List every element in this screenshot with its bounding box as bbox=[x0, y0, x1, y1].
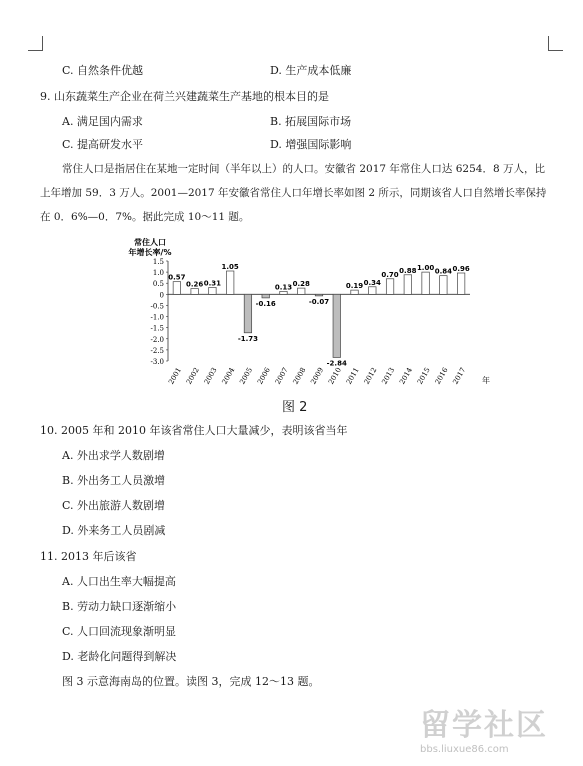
bar-2003 bbox=[209, 287, 216, 294]
q10-option-c: C. 外出旅游人数剧增 bbox=[62, 499, 166, 512]
q9-option-a: A. 满足国内需求 bbox=[62, 115, 143, 128]
y-tick-label: 1.5 bbox=[152, 258, 164, 266]
crop-mark-top-left bbox=[28, 36, 43, 51]
q10-option-a: A. 外出求学人数剧增 bbox=[62, 449, 165, 462]
bar-2010 bbox=[333, 294, 340, 357]
watermark-text: 留学社区 bbox=[420, 708, 548, 743]
q8-option-c: C. 自然条件优越 bbox=[62, 64, 144, 77]
population-growth-chart bbox=[110, 233, 500, 393]
y-axis-label-line-1: 常住人口 bbox=[134, 238, 166, 247]
y-tick-label: -2.0 bbox=[150, 335, 164, 344]
q9-option-d: D. 增强国际影响 bbox=[270, 138, 352, 151]
figure-3-intro: 图 3 示意海南岛的位置。读图 3，完成 12～13 题。 bbox=[62, 675, 320, 688]
bar-value-label: 0.31 bbox=[203, 279, 222, 288]
intro-line-1: 常住人口是指居住在某地一定时间（半年以上）的人口。安徽省 2017 年常住人口达 6254．8 万人，比 bbox=[62, 163, 545, 175]
y-tick-label: -0.5 bbox=[150, 302, 164, 311]
q10-option-d: D. 外来务工人员剧减 bbox=[62, 524, 166, 537]
bar-2013 bbox=[386, 279, 393, 295]
q9-stem: 9. 山东蔬菜生产企业在荷兰兴建蔬菜生产基地的根本目的是 bbox=[40, 90, 329, 103]
q11-stem: 11. 2013 年后该省 bbox=[40, 550, 137, 563]
bar-2016 bbox=[440, 276, 447, 295]
bar-value-label: 0.96 bbox=[452, 265, 470, 273]
bar-value-label: -0.07 bbox=[308, 297, 330, 306]
bar-value-label: 0.84 bbox=[434, 267, 452, 276]
x-tick-label: 2008 bbox=[291, 366, 308, 386]
bar-value-label: 0.70 bbox=[381, 270, 399, 279]
y-tick-label: 0.5 bbox=[152, 280, 164, 289]
x-tick-label: 2005 bbox=[238, 366, 255, 386]
x-tick-label: 2009 bbox=[309, 366, 326, 386]
watermark-url: bbs.liuxue86.com bbox=[420, 744, 509, 755]
bar-2001 bbox=[173, 282, 180, 295]
bar-2004 bbox=[226, 271, 233, 294]
bar-2014 bbox=[404, 275, 411, 295]
bar-2006 bbox=[262, 294, 269, 298]
y-tick-label: -1.0 bbox=[150, 313, 164, 322]
y-axis-label-line-2: 年增长率/% bbox=[128, 248, 172, 257]
q11-option-a: A. 人口出生率大幅提高 bbox=[62, 575, 176, 588]
y-tick-label: 0 bbox=[159, 291, 164, 300]
bar-value-label: 1.00 bbox=[416, 264, 435, 273]
q8-option-d: D. 生产成本低廉 bbox=[270, 64, 352, 77]
bar-2002 bbox=[191, 289, 198, 295]
x-tick-label: 2001 bbox=[167, 366, 184, 386]
x-tick-label: 2004 bbox=[220, 366, 237, 386]
bar-value-label: 0.19 bbox=[345, 282, 364, 291]
bar-2008 bbox=[298, 288, 305, 294]
intro-line-2: 上年增加 59．3 万人。2001—2017 年安徽省常住人口年增长率如图 2 所示，同期该省人口自然增长率保持 bbox=[40, 187, 547, 199]
q9-option-b: B. 拓展国际市场 bbox=[270, 115, 352, 128]
bar-value-label: 0.28 bbox=[292, 280, 310, 289]
x-tick-label: 2010 bbox=[327, 366, 343, 386]
x-tick-label: 2014 bbox=[398, 366, 415, 386]
crop-mark-top-right bbox=[548, 36, 563, 51]
x-tick-label: 2013 bbox=[380, 366, 397, 386]
bar-value-label: 0.26 bbox=[186, 280, 204, 289]
bar-2009 bbox=[315, 294, 322, 296]
y-tick-label: -2.5 bbox=[150, 346, 164, 355]
y-tick-label: 1.0 bbox=[152, 269, 164, 278]
figure-2-caption: 图 2 bbox=[282, 400, 308, 415]
y-tick-label: -3.0 bbox=[150, 358, 164, 366]
bar-value-label: -1.73 bbox=[237, 334, 259, 343]
y-tick-label: -1.5 bbox=[150, 324, 164, 333]
bar-value-label: 0.88 bbox=[399, 266, 417, 275]
x-tick-label: 2003 bbox=[202, 366, 219, 386]
x-axis-unit: 年 bbox=[482, 376, 490, 385]
q11-option-b: B. 劳动力缺口逐渐缩小 bbox=[62, 600, 177, 613]
bar-value-label: -0.16 bbox=[255, 299, 276, 308]
bar-2011 bbox=[351, 290, 358, 294]
bar-value-label: 0.13 bbox=[274, 283, 293, 292]
intro-line-3: 在 0．6%—0．7%。据此完成 10～11 题。 bbox=[40, 211, 250, 223]
x-tick-label: 2007 bbox=[273, 366, 290, 386]
bar-2015 bbox=[422, 272, 429, 294]
x-tick-label: 2006 bbox=[256, 366, 272, 386]
x-tick-label: 2011 bbox=[344, 366, 361, 386]
bar-value-label: 0.34 bbox=[363, 278, 381, 287]
bar-2017 bbox=[457, 273, 464, 294]
bar-2007 bbox=[280, 291, 287, 294]
q11-option-c: C. 人口回流现象渐明显 bbox=[62, 625, 177, 638]
site-watermark bbox=[420, 700, 580, 760]
chart-svg bbox=[110, 233, 500, 393]
q9-option-c: C. 提高研发水平 bbox=[62, 138, 144, 151]
x-tick-label: 2015 bbox=[415, 366, 432, 386]
q10-option-b: B. 外出务工人员激增 bbox=[62, 474, 166, 487]
x-tick-label: 2016 bbox=[433, 366, 450, 386]
x-tick-label: 2017 bbox=[451, 366, 468, 386]
bar-2012 bbox=[369, 287, 376, 295]
bar-2005 bbox=[244, 294, 251, 332]
x-tick-label: 2002 bbox=[184, 366, 201, 386]
bar-value-label: 0.57 bbox=[168, 273, 186, 282]
bar-value-label: -2.84 bbox=[326, 359, 347, 368]
q11-option-d: D. 老龄化问题得到解决 bbox=[62, 650, 177, 663]
x-tick-label: 2012 bbox=[362, 366, 379, 386]
q10-stem: 10. 2005 年和 2010 年该省常住人口大量减少，表明该省当年 bbox=[40, 424, 348, 437]
bar-value-label: 1.05 bbox=[221, 263, 239, 271]
